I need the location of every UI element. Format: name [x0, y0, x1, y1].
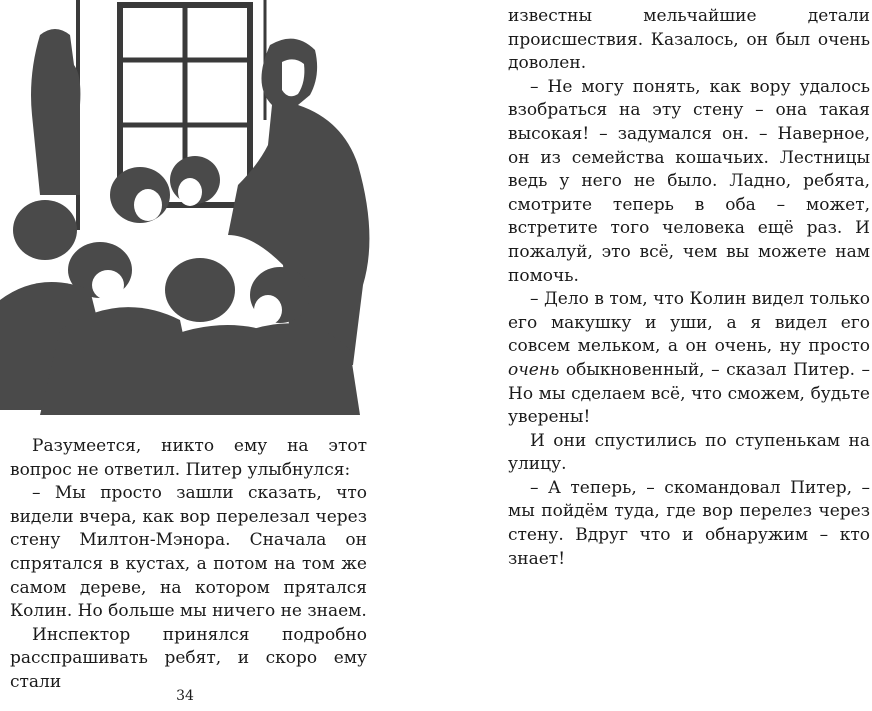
- page-number: 34: [176, 688, 194, 704]
- paragraph: [508, 288, 870, 430]
- paragraph: – А теперь, – скомандовал Питер, – мы пойдём туда, где вор перелез через стену. Вдруг что и обнаружим – кто знает!: [508, 477, 870, 569]
- paragraph: известны мельчайшие детали происшествия. Казалось, он был очень доволен.: [508, 6, 870, 74]
- paragraph: Разумеется, никто ему на этот вопрос не ответил. Питер улыбнулся:: [10, 436, 367, 480]
- shadow-figure: [31, 29, 80, 195]
- paragraph: Инспектор принялся подробно расспрашивать ребят, и скоро ему стали: [10, 624, 367, 692]
- illustration: [0, 0, 380, 415]
- paragraph: – Мы просто зашли сказать, что видели вчера, как вор перелезал через стену Милтон-Мэнора. Сначала он спрятался в кустах, а потом на том же самом дереве, на котором прятался Колин. Но больше мы ничего не знаем.: [10, 483, 367, 622]
- emphasis: очень: [508, 359, 560, 380]
- right-column-text: [508, 5, 870, 571]
- text-run: – Дело в том, что Колин видел только его макушку и уши, а я видел его совсем мельком, а он очень, ну просто: [508, 289, 870, 357]
- left-column-text: [10, 435, 367, 695]
- paragraph: И они спустились по ступенькам на улицу.: [508, 430, 870, 475]
- paragraph: – Не могу понять, как вору удалось взобраться на эту стену – она такая высокая! – задумался он. – Наверное, он из семейства кошачьих. Лестницы ведь у него не было. Ладно, ребята, смотрите теперь в оба – может, встретите того человека ещё раз. И пожалуй, это всё, чем вы можете нам помочь.: [508, 76, 870, 286]
- text-run: обыкновенный, – сказал Питер. – Но мы сделаем всё, что сможем, будьте уверены!: [508, 359, 870, 428]
